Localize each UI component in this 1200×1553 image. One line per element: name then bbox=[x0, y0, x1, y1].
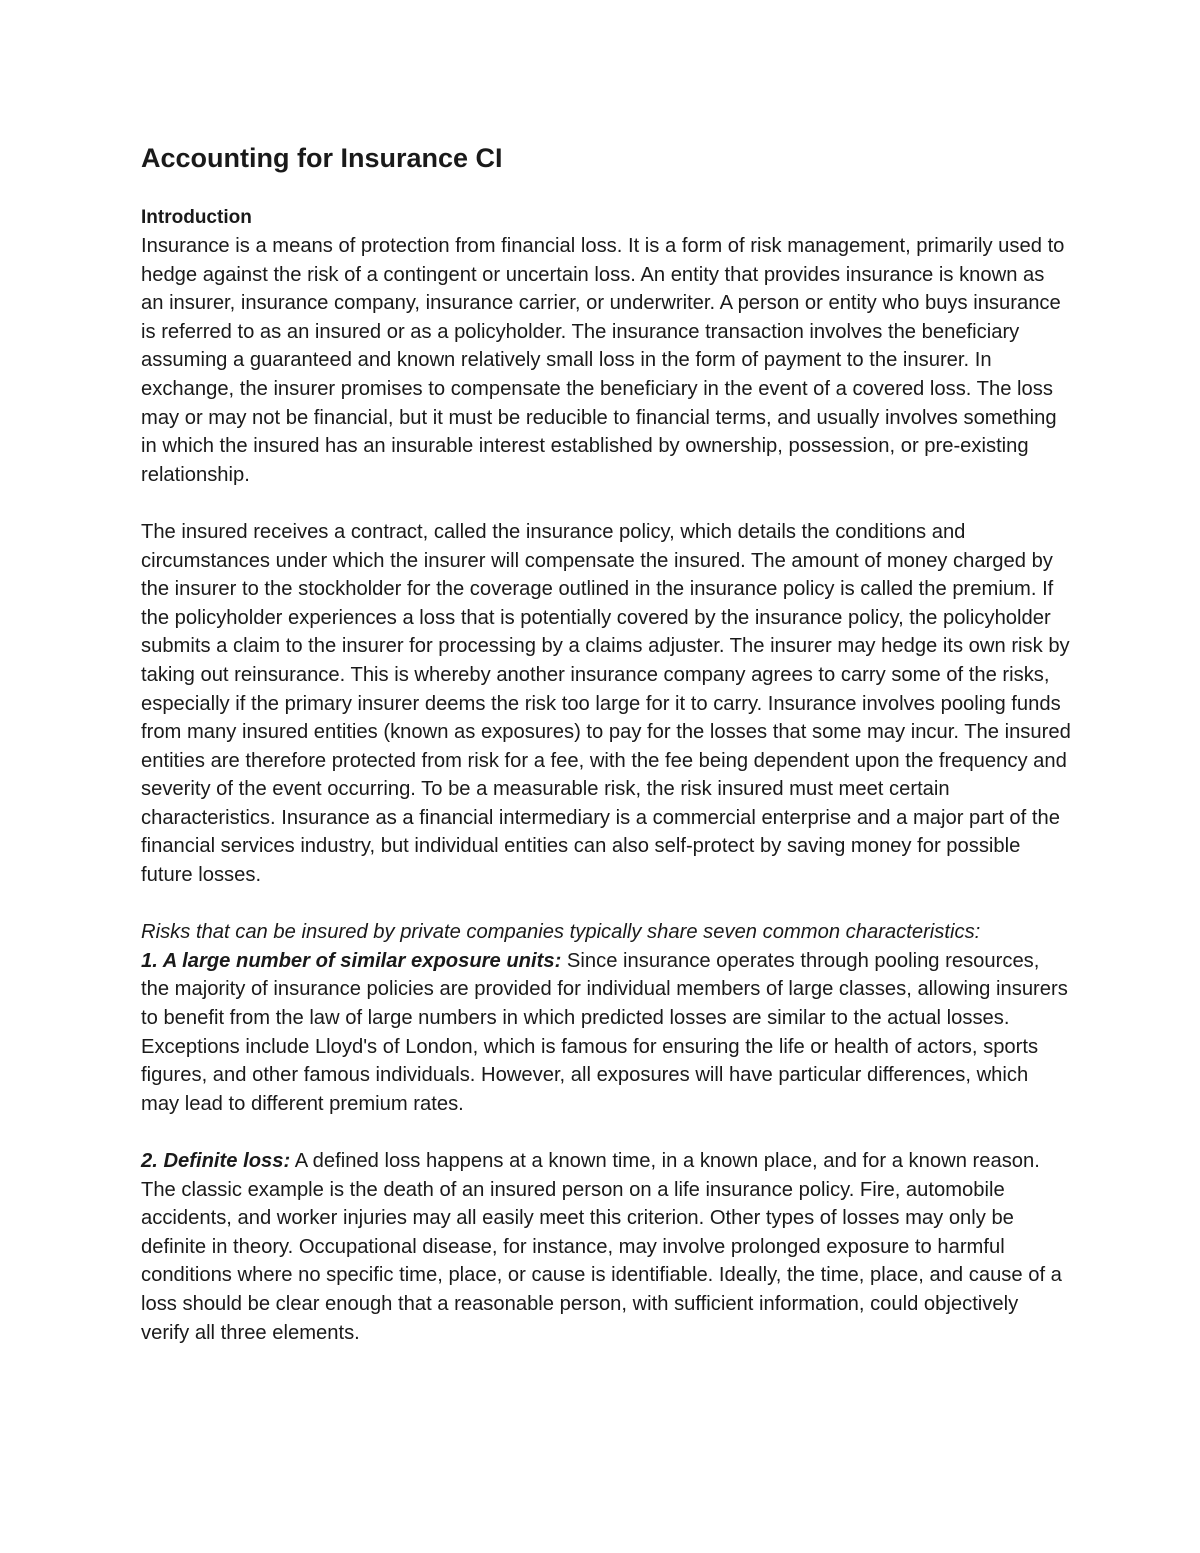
section-heading-introduction: Introduction bbox=[141, 207, 252, 228]
intro-paragraph: Insurance is a means of protection from financial loss. It is a form of risk management, primarily used to hedge against the risk of a contingent or uncertain loss. An entity that provides insurance is known as an insurer, insurance company, insurance carrier, or underwriter. A person or entity who buys insurance is referred to as an insured or as a policyholder. The insurance transaction involves the beneficiary assuming a guaranteed and known relatively small loss in the form of payment to the insurer. In exchange, the insurer promises to compensate the beneficiary in the event of a covered loss. The loss may or may not be financial, but it must be reducible to financial terms, and usually involves something in which the insured has an insurable interest established by ownership, possession, or pre-existing relationship. bbox=[141, 235, 1065, 486]
characteristic-label: 1. A large number of similar exposure units: bbox=[141, 949, 562, 972]
characteristic-item-1 bbox=[141, 947, 1071, 1119]
policy-paragraph: The insured receives a contract, called the insurance policy, which details the conditions and circumstances under which the insurer will compensate the insured. The amount of money charged by the insurer to the stockholder for the coverage outlined in the insurance policy is called the premium. If the policyholder experiences a loss that is potentially covered by the insurance policy, the policyholder submits a claim to the insurer for processing by a claims adjuster. The insurer may hedge its own risk by taking out reinsurance. This is whereby another insurance company agrees to carry some of the risks, especially if the primary insurer deems the risk too large for it to carry. Insurance involves pooling funds from many insured entities (known as exposures) to pay for the losses that some may incur. The insured entities are therefore protected from risk for a fee, with the fee being dependent upon the frequency and severity of the event occurring. To be a measurable risk, the risk insured must meet certain characteristics. Insurance as a financial intermediary is a commercial enterprise and a major part of the financial services industry, but individual entities can also self-protect by saving money for possible future losses. bbox=[141, 520, 1071, 887]
characteristic-text: Since insurance operates through pooling resources, the majority of insurance policies are provided for individual members of large classes, allowing insurers to benefit from the law of large numbers in which predicted losses are similar to the actual losses. Exceptions include Lloyd's of London, which is famous for ensuring the life or health of actors, sports figures, and other famous individuals. However, all exposures will have particular differences, which may lead to different premium rates. bbox=[141, 949, 1068, 1115]
document-page bbox=[141, 138, 1071, 1347]
characteristics-intro: Risks that can be insured by private companies typically share seven common characteristics: bbox=[141, 921, 981, 944]
characteristic-text: A defined loss happens at a known time, in a known place, and for a known reason. The classic example is the death of an insured person on a life insurance policy. Fire, automobile accidents, and worker injuries may all easily meet this criterion. Other types of losses may only be definite in theory. Occupational disease, for instance, may involve prolonged exposure to harmful conditions where no specific time, place, or cause is identifiable. Ideally, the time, place, and cause of a loss should be clear enough that a reasonable person, with sufficient information, could objectively verify all three elements. bbox=[141, 1150, 1062, 1344]
paragraph-spacer bbox=[141, 890, 1071, 919]
document-title: Accounting for Insurance CI bbox=[141, 143, 503, 173]
characteristic-label: 2. Definite loss: bbox=[141, 1150, 291, 1172]
characteristic-item-2 bbox=[141, 1147, 1071, 1347]
paragraph-spacer bbox=[141, 1118, 1071, 1147]
paragraph-spacer bbox=[141, 489, 1071, 518]
